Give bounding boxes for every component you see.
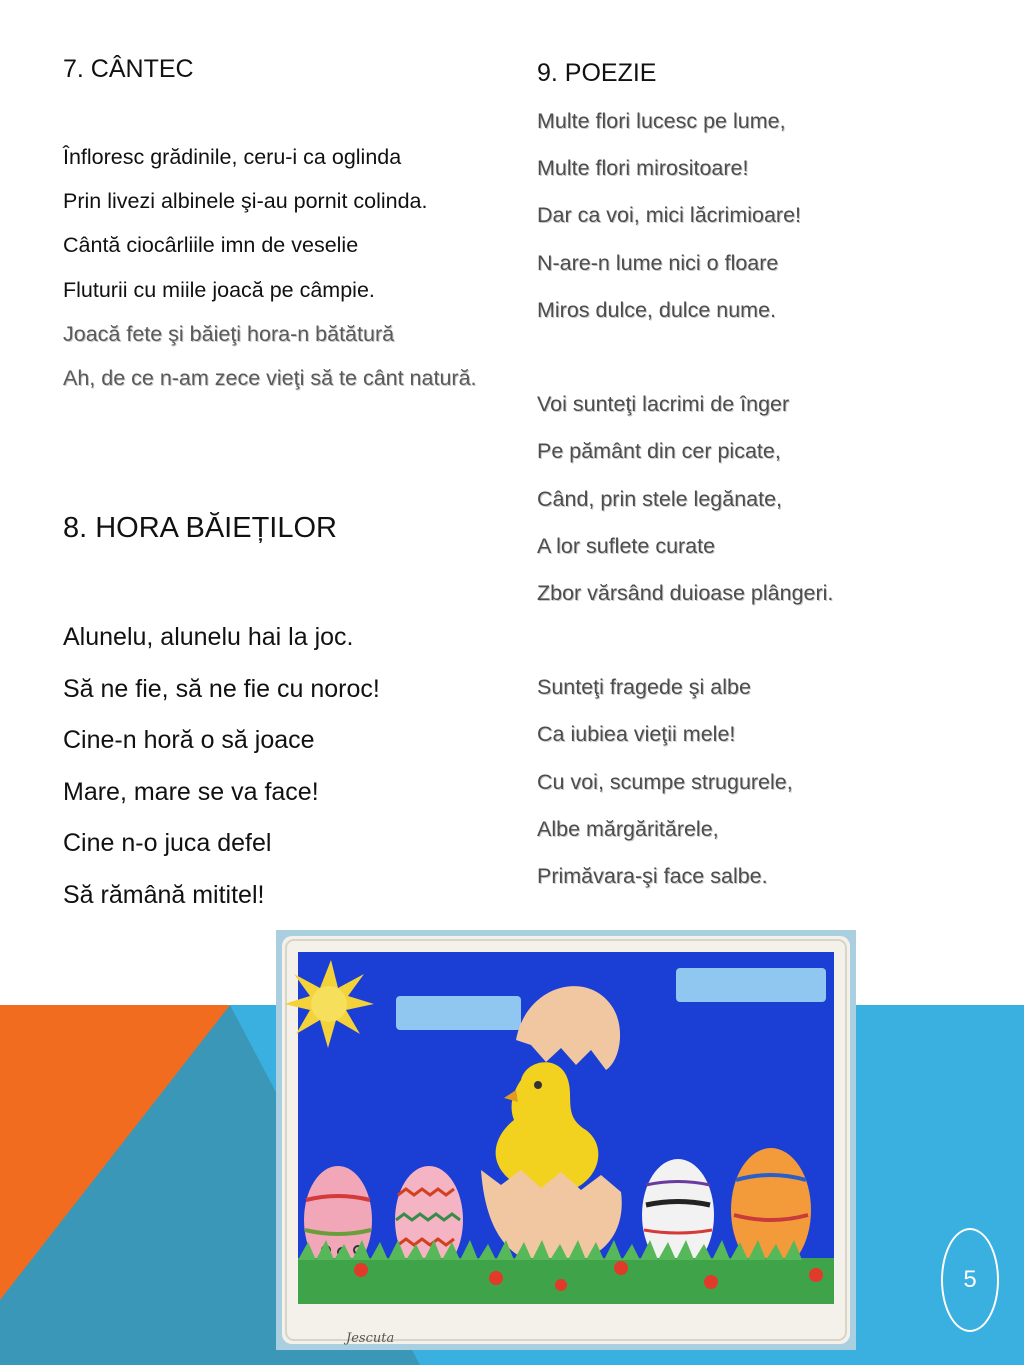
poem-line: Multe flori mirositoare!: [537, 156, 749, 181]
song-line: Fluturii cu miile joacă pe câmpie.: [63, 277, 375, 302]
hora-line: Alunelu, alunelu hai la joc.: [63, 623, 354, 651]
song-title: 7. CÂNTEC: [63, 55, 194, 83]
poem-line: Multe flori lucesc pe lume,: [537, 109, 786, 133]
poem-line: Miros dulce, dulce nume.: [537, 297, 776, 322]
song-line: Cântă ciocârliile imn de veselie: [63, 233, 359, 258]
song-section: [63, 54, 483, 409]
song-line: Joacă fete şi băieţi hora-n bătătură: [63, 321, 395, 346]
poem-line: Pe pământ din cer picate,: [537, 439, 781, 464]
poem-line: Zbor vărsând duioase plângeri.: [537, 580, 834, 605]
poem-title: 9. POEZIE: [537, 59, 657, 87]
poem-line: N-are-n lume nici o floare: [537, 250, 779, 275]
grass: [298, 1258, 834, 1304]
song-line: Prin livezi albinele şi-au pornit colinda.: [63, 189, 428, 214]
poem-line: A lor suflete curate: [537, 533, 716, 558]
poem-line: Voi sunteţi lacrimi de înger: [537, 392, 790, 417]
song-line: Înfloresc grădinile, ceru-i ca oglinda: [63, 145, 402, 169]
stanza-spacer: [537, 627, 1007, 674]
poem-line: Primăvara-şi face salbe.: [537, 864, 768, 889]
poem-section: [537, 58, 1007, 910]
hora-section: [63, 622, 380, 931]
hora-line: Cine n-o juca defel: [63, 829, 272, 857]
poem-line: Sunteţi fragede şi albe: [537, 675, 751, 700]
easter-poster-photo: [276, 930, 856, 1350]
signature: Jescuta: [346, 1331, 395, 1346]
page-number-text: 5: [963, 1266, 977, 1293]
hora-title: 8. HORA BĂIEȚILOR: [63, 512, 337, 544]
poem-line: Dar ca voi, mici lăcrimioare!: [537, 203, 802, 228]
poem-line: Cu voi, scumpe strugurele,: [537, 769, 793, 794]
stanza-spacer: [537, 344, 1007, 391]
page-number: [941, 1228, 999, 1332]
hora-line: Să rămână mititel!: [63, 880, 265, 909]
poem-line: Când, prin stele legănate,: [537, 486, 783, 511]
poem-line: Ca iubiea vieţii mele!: [537, 722, 736, 747]
song-line: Ah, de ce n-am zece vieţi să te cânt natură.: [63, 366, 477, 391]
hora-heading: [63, 511, 337, 546]
hora-line: Să ne fie, să ne fie cu noroc!: [63, 674, 380, 703]
hora-line: Cine-n horă o să joace: [63, 726, 315, 754]
poem-line: Albe mărgăritărele,: [537, 816, 719, 841]
hora-line: Mare, mare se va face!: [63, 777, 319, 806]
